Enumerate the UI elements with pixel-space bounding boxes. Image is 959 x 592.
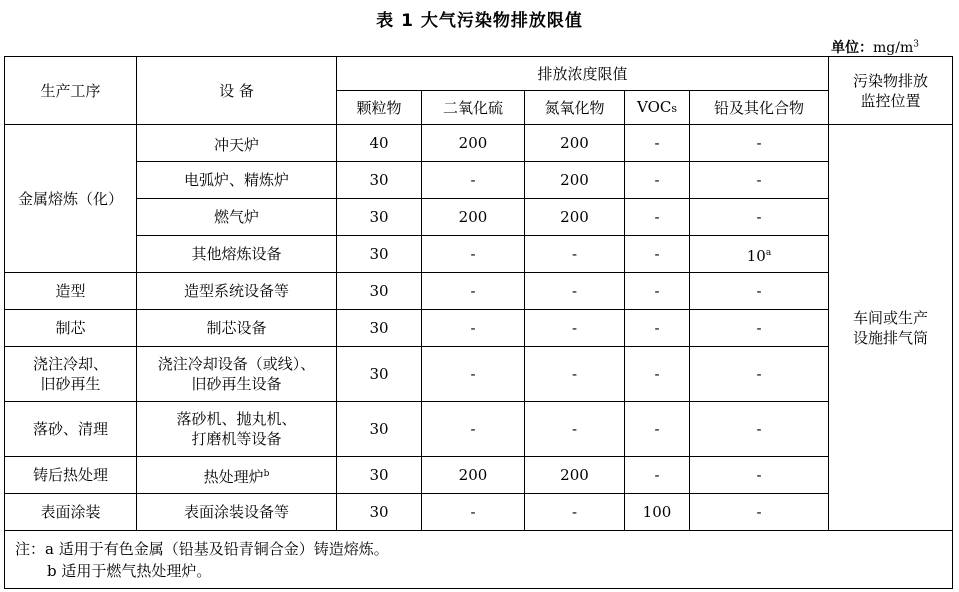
table-row xyxy=(5,457,953,494)
value-cell: - xyxy=(690,125,829,162)
header-equipment: 设 备 xyxy=(137,57,337,125)
table-row xyxy=(5,199,953,236)
header-particulate: 颗粒物 xyxy=(337,91,422,125)
value-cell: - xyxy=(690,347,829,402)
value-cell: 40 xyxy=(337,125,422,162)
header-process: 生产工序 xyxy=(5,57,137,125)
value-cell xyxy=(690,236,829,273)
footnote-mark-a: a xyxy=(765,247,772,258)
unit-label-text: 单位： xyxy=(831,40,874,56)
note-a: 注：a 适用于有色金属（铅基及铅青铜合金）铸造熔炼。 xyxy=(15,539,389,558)
unit-value: mg/m xyxy=(873,40,914,56)
value-cell: - xyxy=(690,199,829,236)
value-cell: 30 xyxy=(337,494,422,531)
process-cell: 金属熔炼（化） xyxy=(5,125,137,273)
table-title: 表 1 大气污染物排放限值 xyxy=(376,11,583,31)
value-cell: - xyxy=(422,273,525,310)
equipment-cell: 造型系统设备等 xyxy=(137,273,337,310)
process-cell: 表面涂装 xyxy=(5,494,137,531)
value-cell: - xyxy=(690,162,829,199)
value-cell: - xyxy=(690,273,829,310)
value-cell: 200 xyxy=(422,457,525,494)
process-cell: 造型 xyxy=(5,273,137,310)
header-nox: 氮氧化物 xyxy=(525,91,625,125)
equipment-line2: 打磨机等设备 xyxy=(191,430,282,448)
value-cell: - xyxy=(525,402,625,457)
table-row xyxy=(5,162,953,199)
equipment-cell: 燃气炉 xyxy=(137,199,337,236)
table-row xyxy=(5,402,953,457)
value-cell: 30 xyxy=(337,310,422,347)
value-cell: - xyxy=(625,162,690,199)
header-monitoring-location xyxy=(829,57,953,125)
process-cell xyxy=(5,347,137,402)
value-cell: 200 xyxy=(422,125,525,162)
value-cell: 200 xyxy=(525,162,625,199)
unit-label xyxy=(831,37,919,57)
header-vocs-main: VOC xyxy=(637,97,672,116)
value-cell: 30 xyxy=(337,162,422,199)
header-monitoring-line2: 监控位置 xyxy=(860,91,921,110)
table-row xyxy=(5,273,953,310)
header-lead: 铅及其化合物 xyxy=(690,91,829,125)
table-row xyxy=(5,125,953,162)
note-b: b 适用于燃气热处理炉。 xyxy=(47,561,212,580)
table-row xyxy=(5,494,953,531)
equipment-text: 热处理炉 xyxy=(203,467,264,486)
header-limits-group: 排放浓度限值 xyxy=(337,57,829,91)
table-row xyxy=(5,347,953,402)
value-cell: - xyxy=(690,457,829,494)
value-cell: - xyxy=(625,125,690,162)
equipment-cell xyxy=(137,402,337,457)
equipment-cell: 表面涂装设备等 xyxy=(137,494,337,531)
value-cell: - xyxy=(525,494,625,531)
value-cell: - xyxy=(625,402,690,457)
notes-row xyxy=(5,531,953,589)
table-row xyxy=(5,236,953,273)
footnote-mark-b: b xyxy=(263,468,270,479)
monitoring-location-line2: 设施排气筒 xyxy=(853,328,929,347)
value-cell: - xyxy=(690,310,829,347)
equipment-text: 冲天炉 xyxy=(213,135,259,154)
process-cell: 制芯 xyxy=(5,310,137,347)
equipment-line1: 浇注冷却设备（或线）、 xyxy=(157,355,316,373)
equipment-line1: 落砂机、抛丸机、 xyxy=(176,410,297,428)
equipment-cell xyxy=(137,347,337,402)
value-cell: - xyxy=(625,457,690,494)
equipment-cell: 其他熔炼设备 xyxy=(137,236,337,273)
equipment-cell: 制芯设备 xyxy=(137,310,337,347)
process-line2: 旧砂再生 xyxy=(40,375,101,393)
table-row xyxy=(5,310,953,347)
notes-cell xyxy=(5,531,953,589)
equipment-cell: 电弧炉、精炼炉 xyxy=(137,162,337,199)
value-cell: 200 xyxy=(525,125,625,162)
value-cell: 200 xyxy=(422,199,525,236)
equipment-line2: 旧砂再生设备 xyxy=(191,375,282,393)
value-cell: - xyxy=(625,199,690,236)
header-so2: 二氧化硫 xyxy=(422,91,525,125)
value-cell: 30 xyxy=(337,236,422,273)
value-cell: 200 xyxy=(525,199,625,236)
unit-exponent: 3 xyxy=(913,39,919,50)
value-cell: - xyxy=(422,402,525,457)
value-cell: - xyxy=(422,347,525,402)
value-cell: - xyxy=(525,347,625,402)
value-cell: - xyxy=(625,347,690,402)
monitoring-location-line1: 车间或生产 xyxy=(853,308,929,327)
value-cell: - xyxy=(525,310,625,347)
value-cell: 30 xyxy=(337,273,422,310)
value-cell: - xyxy=(422,310,525,347)
equipment-cell xyxy=(137,125,337,162)
value-cell: - xyxy=(690,494,829,531)
monitoring-location-cell xyxy=(829,125,953,531)
process-line1: 浇注冷却、 xyxy=(32,355,108,373)
process-cell: 落砂、清理 xyxy=(5,402,137,457)
value-cell: - xyxy=(422,494,525,531)
header-monitoring-line1: 污染物排放 xyxy=(853,71,929,90)
value-cell: 200 xyxy=(525,457,625,494)
value-cell: 30 xyxy=(337,457,422,494)
value-cell: 30 xyxy=(337,347,422,402)
value-cell: 100 xyxy=(625,494,690,531)
value-cell: - xyxy=(422,236,525,273)
value-cell: 30 xyxy=(337,402,422,457)
value-cell: - xyxy=(525,236,625,273)
emission-limits-table xyxy=(4,56,953,589)
value-cell: 30 xyxy=(337,199,422,236)
lead-value: 10 xyxy=(746,246,766,265)
header-vocs xyxy=(625,91,690,125)
value-cell: - xyxy=(525,273,625,310)
value-cell: - xyxy=(422,162,525,199)
value-cell: - xyxy=(690,402,829,457)
process-cell: 铸后热处理 xyxy=(5,457,137,494)
value-cell: - xyxy=(625,310,690,347)
equipment-cell xyxy=(137,457,337,494)
value-cell: - xyxy=(625,273,690,310)
value-cell: - xyxy=(625,236,690,273)
header-vocs-sub: s xyxy=(671,101,677,115)
